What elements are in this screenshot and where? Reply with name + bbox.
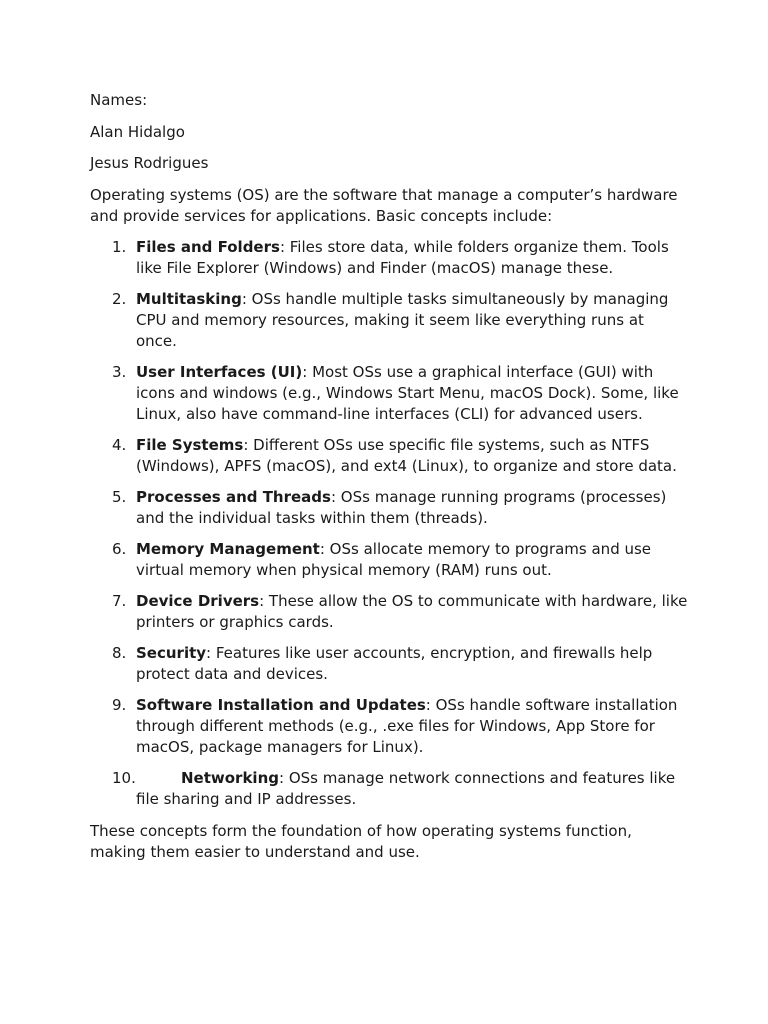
item-number: 3. bbox=[112, 363, 127, 381]
item-text: : Different OSs use specific file systems, such as NTFS (Windows), APFS (macOS), and ext4 (Linux), to organize and store data. bbox=[136, 436, 677, 475]
item-title: Processes and Threads bbox=[136, 488, 331, 506]
names-label: Names: bbox=[90, 91, 148, 109]
item-number: 4. bbox=[112, 436, 127, 454]
item-title: Networking bbox=[181, 769, 279, 787]
item-number: 5. bbox=[112, 488, 127, 506]
item-title: Files and Folders bbox=[136, 238, 280, 256]
item-number: 10. bbox=[112, 769, 136, 787]
item-title: Memory Management bbox=[136, 540, 320, 558]
list-item bbox=[90, 237, 688, 279]
item-number: 1. bbox=[112, 238, 127, 256]
list-item bbox=[90, 362, 688, 425]
item-title: Multitasking bbox=[136, 290, 242, 308]
author-name: Alan Hidalgo bbox=[90, 122, 185, 141]
list-item bbox=[90, 768, 688, 810]
item-text: : OSs manage running programs (processes) and the individual tasks within them (threads). bbox=[136, 488, 667, 527]
item-title: Device Drivers bbox=[136, 592, 260, 610]
item-number: 7. bbox=[112, 592, 127, 610]
concepts-list bbox=[90, 237, 688, 810]
item-number: 8. bbox=[112, 644, 127, 662]
item-title: File Systems bbox=[136, 436, 244, 454]
list-item bbox=[90, 435, 688, 477]
item-number: 6. bbox=[112, 540, 127, 558]
list-item bbox=[90, 591, 688, 633]
item-title: Security bbox=[136, 644, 207, 662]
intro-paragraph: Operating systems (OS) are the software that manage a computer’s hardware and provide services for applications. Basic concepts include: bbox=[90, 185, 678, 225]
item-title: User Interfaces (UI) bbox=[136, 363, 303, 381]
item-text: : Files store data, while folders organize them. Tools like File Explorer (Windows) and Finder (macOS) manage these. bbox=[136, 238, 669, 277]
item-number: 2. bbox=[112, 290, 127, 308]
item-text: : OSs allocate memory to programs and use virtual memory when physical memory (RAM) runs out. bbox=[136, 540, 652, 579]
item-text: : Features like user accounts, encryption, and firewalls help protect data and devices. bbox=[136, 644, 653, 683]
list-item bbox=[90, 539, 688, 581]
item-title: Software Installation and Updates bbox=[136, 696, 426, 714]
item-text: : OSs handle multiple tasks simultaneously by managing CPU and memory resources, making it seem like everything runs at once. bbox=[136, 290, 669, 350]
list-item bbox=[90, 643, 688, 685]
item-text: : OSs manage network connections and features like file sharing and IP addresses. bbox=[136, 769, 676, 808]
conclusion-paragraph: These concepts form the foundation of how operating systems function, making them easier to understand and use. bbox=[90, 821, 632, 861]
item-number: 9. bbox=[112, 696, 127, 714]
item-text: : Most OSs use a graphical interface (GUI) with icons and windows (e.g., Windows Start Menu, macOS Dock). Some, like Linux, also have command-line interfaces (CLI) for advanced users. bbox=[136, 363, 679, 423]
author-name: Jesus Rodrigues bbox=[90, 154, 209, 172]
list-item bbox=[90, 695, 688, 758]
item-text: : OSs handle software installation through different methods (e.g., .exe files for Windows, App Store for macOS, package managers for Linux). bbox=[136, 696, 678, 756]
list-item bbox=[90, 289, 688, 352]
list-item bbox=[90, 487, 688, 529]
item-text: : These allow the OS to communicate with hardware, like printers or graphics cards. bbox=[136, 592, 688, 631]
